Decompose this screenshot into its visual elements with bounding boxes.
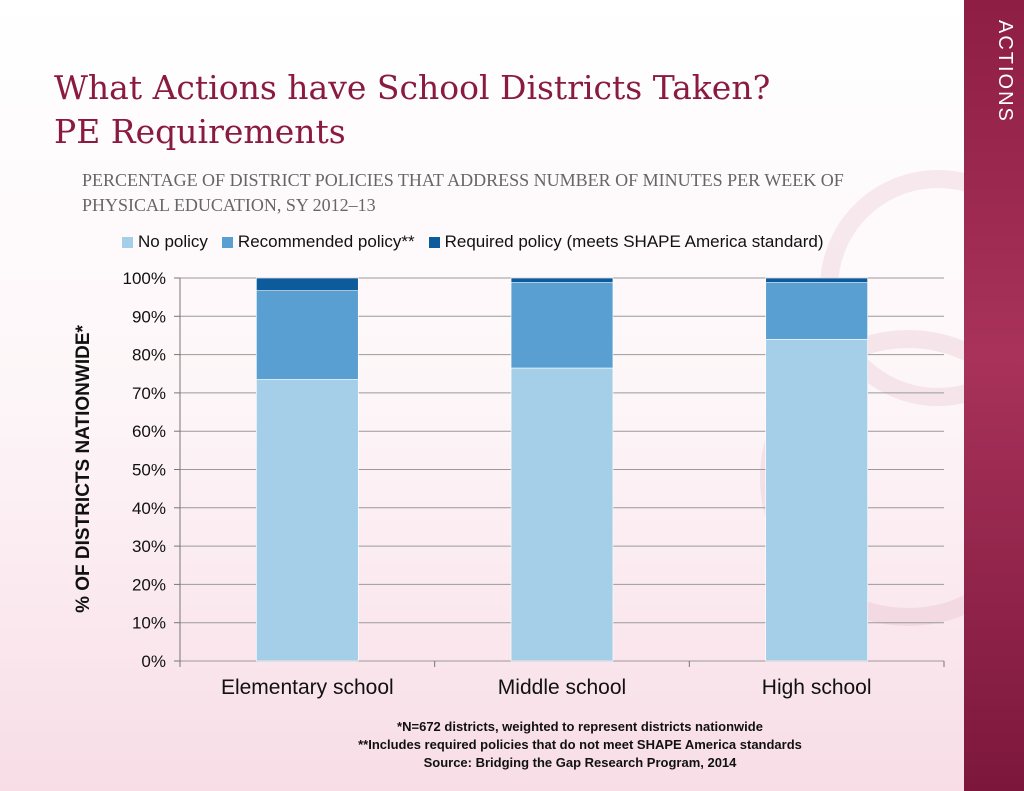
y-tick-label: 0% (141, 652, 166, 671)
sidebar-label: ACTIONS (994, 20, 1016, 123)
bar-segment (256, 278, 358, 291)
legend-label: No policy (138, 232, 208, 251)
y-axis-title: % OF DISTRICTS NATIONWIDE* (73, 325, 94, 613)
y-tick-label: 30% (131, 537, 166, 557)
chart-subtitle: PERCENTAGE OF DISTRICT POLICIES THAT ADDRESS NUMBER OF MINUTES PER WEEK OF PHYSICAL EDUCATION, SY 2012–13 (82, 170, 844, 215)
y-tick-label: 90% (131, 307, 166, 327)
title-line-2: PE Requirements (54, 112, 346, 151)
title-line-1: What Actions have School Districts Taken? (54, 68, 771, 107)
bar-segment (511, 368, 613, 661)
y-tick-label: 100% (122, 269, 166, 288)
legend-label: Required policy (meets SHAPE America standard) (444, 232, 824, 251)
bar-segment (511, 278, 613, 283)
y-tick-label: 20% (131, 575, 166, 595)
bar-segment (766, 283, 868, 340)
x-tick-label: Elementary school (220, 676, 394, 699)
footnotes (310, 718, 850, 772)
y-tick-label: 40% (131, 498, 166, 518)
y-tick-label: 80% (131, 345, 166, 365)
legend-label: Recommended policy** (237, 232, 415, 251)
x-tick-label: Middle school (497, 676, 627, 699)
footnote-source: Source: Bridging the Gap Research Program, 2014 (423, 755, 737, 770)
x-tick-label: High school (761, 676, 872, 699)
y-tick-label: 70% (131, 383, 166, 403)
bar-segment (766, 278, 868, 283)
footnote-recommended: **Includes required policies that do not meet SHAPE America standards (358, 737, 802, 752)
bar-segment (511, 283, 613, 368)
footnote-sample: *N=672 districts, weighted to represent districts nationwide (397, 719, 763, 734)
y-tick-label: 10% (131, 613, 166, 633)
y-tick-label: 50% (131, 460, 166, 480)
bar-segment (256, 291, 358, 380)
y-tick-label: 60% (131, 422, 166, 442)
bar-segment (766, 339, 868, 661)
bar-segment (256, 379, 358, 661)
